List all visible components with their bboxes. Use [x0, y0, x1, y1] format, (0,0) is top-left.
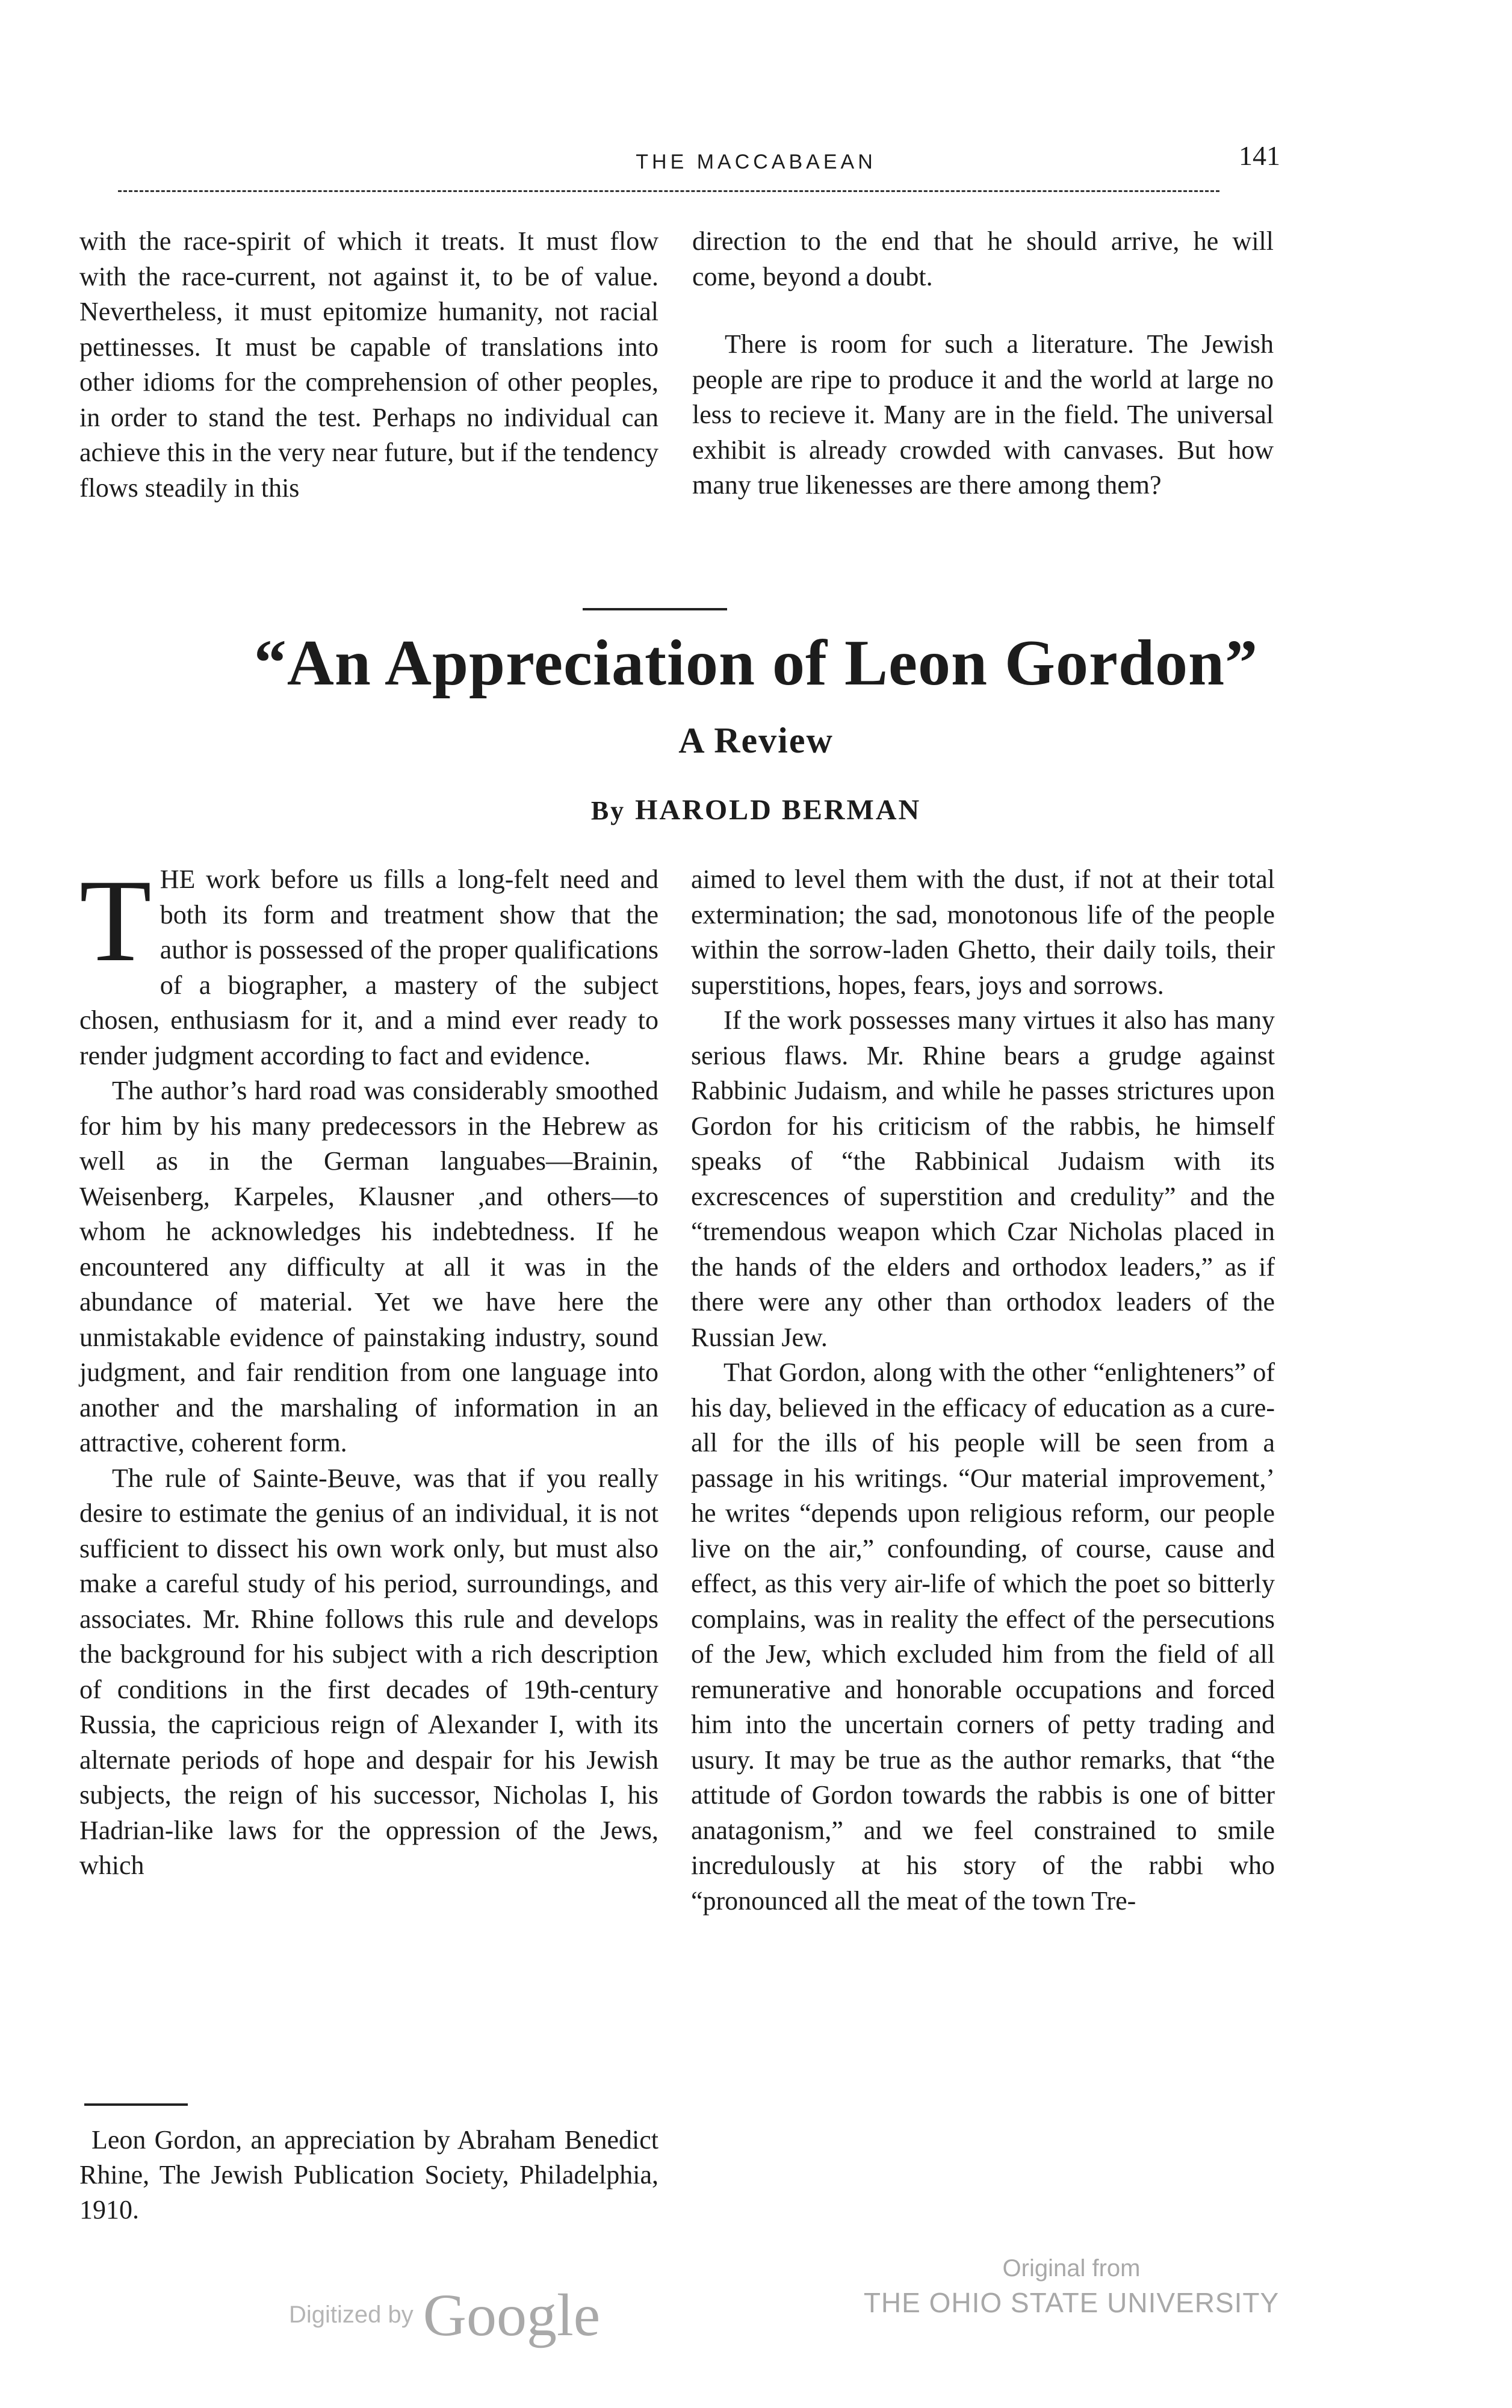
- top-right-paragraph-2: There is room for such a literature. The Jewish people are ripe to produce it and the world at large no less to recieve it. Many are in the field. The universal exhibit is already crowded with canvases. But how many true likenesses are there among them?: [692, 329, 1274, 500]
- original-from-label: Original from: [1002, 2255, 1141, 2282]
- body-left-paragraph-3: The rule of Sainte-Beuve, was that if you really desire to estimate the genius of an individual, it is not sufficient to dissect his own work only, but must also make a careful study of his period, surroundings, and associates. Mr. Rhine follows this rule and develops the background for his subject with a rich description of conditions in the first decades of 19th-century Russia, the capricious reign of Alexander I, with its alternate periods of hope and despair for his Jewish subjects, the reign of his successor, Nicholas I, his Hadrian-like laws for the oppression of the Jews, which: [79, 1463, 658, 1880]
- digitized-by-label: Digitized by: [289, 2301, 414, 2328]
- byline-prefix: By: [590, 796, 626, 825]
- byline-author: HAROLD BERMAN: [635, 794, 922, 826]
- institution-name: THE OHIO STATE UNIVERSITY: [863, 2287, 1280, 2318]
- body-left-paragraph-2: The author’s hard road was considerably smoothed for him by his many predecessors in the Hebrew as well as in the German languabes—Brainin, Weisenberg, Karpeles, Klausner ,and others—to whom he acknowledges his indebtedness. If he encountered any difficulty at all it was in the abundance of material. Yet we have here the unmistakable evidence of painstaking industry, sound judgment, and fair rendition from one language into another and the marshaling of information in an attractive, coherent form.: [79, 1076, 658, 1457]
- header-rule: [118, 190, 1219, 192]
- body-right-paragraph-2: If the work possesses many virtues it also has many serious flaws. Mr. Rhine bears a grudge against Rabbinic Judaism, and while he passes strictures upon Gordon for his criticism of the rabbis, he himself speaks of “the Rabbinical Judaism with its excrescences of superstition and credulity” and the “tremendous weapon which Czar Nicholas placed in the hands of the elders and orthodox leaders,” as if there were any other than orthodox leaders of the Russian Jew.: [691, 1005, 1275, 1352]
- running-head: THE MACCABAEAN: [636, 150, 876, 173]
- original-from-watermark: [855, 2253, 1288, 2321]
- section-divider: [583, 608, 727, 610]
- body-left-paragraph-1-text: HE work before us fills a long-felt need and both its form and treatment show that the author is possessed of the proper qualifications of a biographer, a mastery of the subject chosen, enthusiasm for it, and a mind ever ready to render judgment according to fact and evidence.: [79, 864, 658, 1070]
- article-subtitle: A Review: [678, 721, 834, 760]
- google-logo: Google: [423, 2282, 601, 2348]
- paragraph-spacer: [692, 294, 1274, 327]
- page-number: 141: [1239, 140, 1280, 171]
- body-right-paragraph-3: That Gordon, along with the other “enlighteners” of his day, believed in the efficacy of education as a cure-all for the ills of his people will be seen from a passage in his writings. “Our material improvement,’ he writes “depends upon religious reform, our people live on the air,” confounding, of course, cause and effect, as this very air-life of which the poet so bitterly complains, was in reality the effect of the persecutions of the Jew, which excluded him from the field of all remunerative and honorable occupations and forced him into the uncertain corners of petty trading and usury. It may be true as the author remarks, that “the attitude of Gordon towards the rabbis is one of bitter anatagonism,” and we feel constrained to smile incredulously at his story of the rabbi who “pronounced all the meat of the town Tre-: [691, 1358, 1275, 1916]
- body-left-column: [79, 855, 658, 1884]
- footnote-text: Leon Gordon, an appreciation by Abraham Benedict Rhine, The Jewish Publication Society, Philadelphia, 1910.: [79, 2125, 658, 2224]
- top-left-paragraph: with the race-spirit of which it treats. It must flow with the race-current, not against it, to be of value. Nevertheless, it must epitomize humanity, not racial pettinesses. It must be capable of translations into other idioms for the comprehension of other peoples, in order to stand the test. Perhaps no individual can achieve this in the very near future, but if the tendency flows steadily in this: [79, 226, 658, 503]
- article-byline: [0, 793, 1512, 827]
- body-left-paragraph-1: [79, 855, 658, 1073]
- body-right-column: [691, 862, 1275, 1919]
- top-right-paragraph-1: direction to the end that he should arrive, he will come, beyond a doubt.: [692, 226, 1274, 291]
- footnote: [79, 2123, 658, 2227]
- top-right-column: [692, 224, 1274, 503]
- digitized-by-watermark: [289, 2280, 600, 2350]
- top-left-column: [79, 224, 658, 506]
- article-title: “An Appreciation of Leon Gordon”: [253, 627, 1259, 699]
- footnote-rule: [84, 2103, 188, 2106]
- drop-cap: T: [79, 855, 152, 986]
- body-right-paragraph-1: aimed to level them with the dust, if not at their total extermination; the sad, monotonous life of the people within the sorrow-laden Ghetto, their daily toils, their superstitions, hopes, fears, joys and sorrows.: [691, 864, 1275, 1000]
